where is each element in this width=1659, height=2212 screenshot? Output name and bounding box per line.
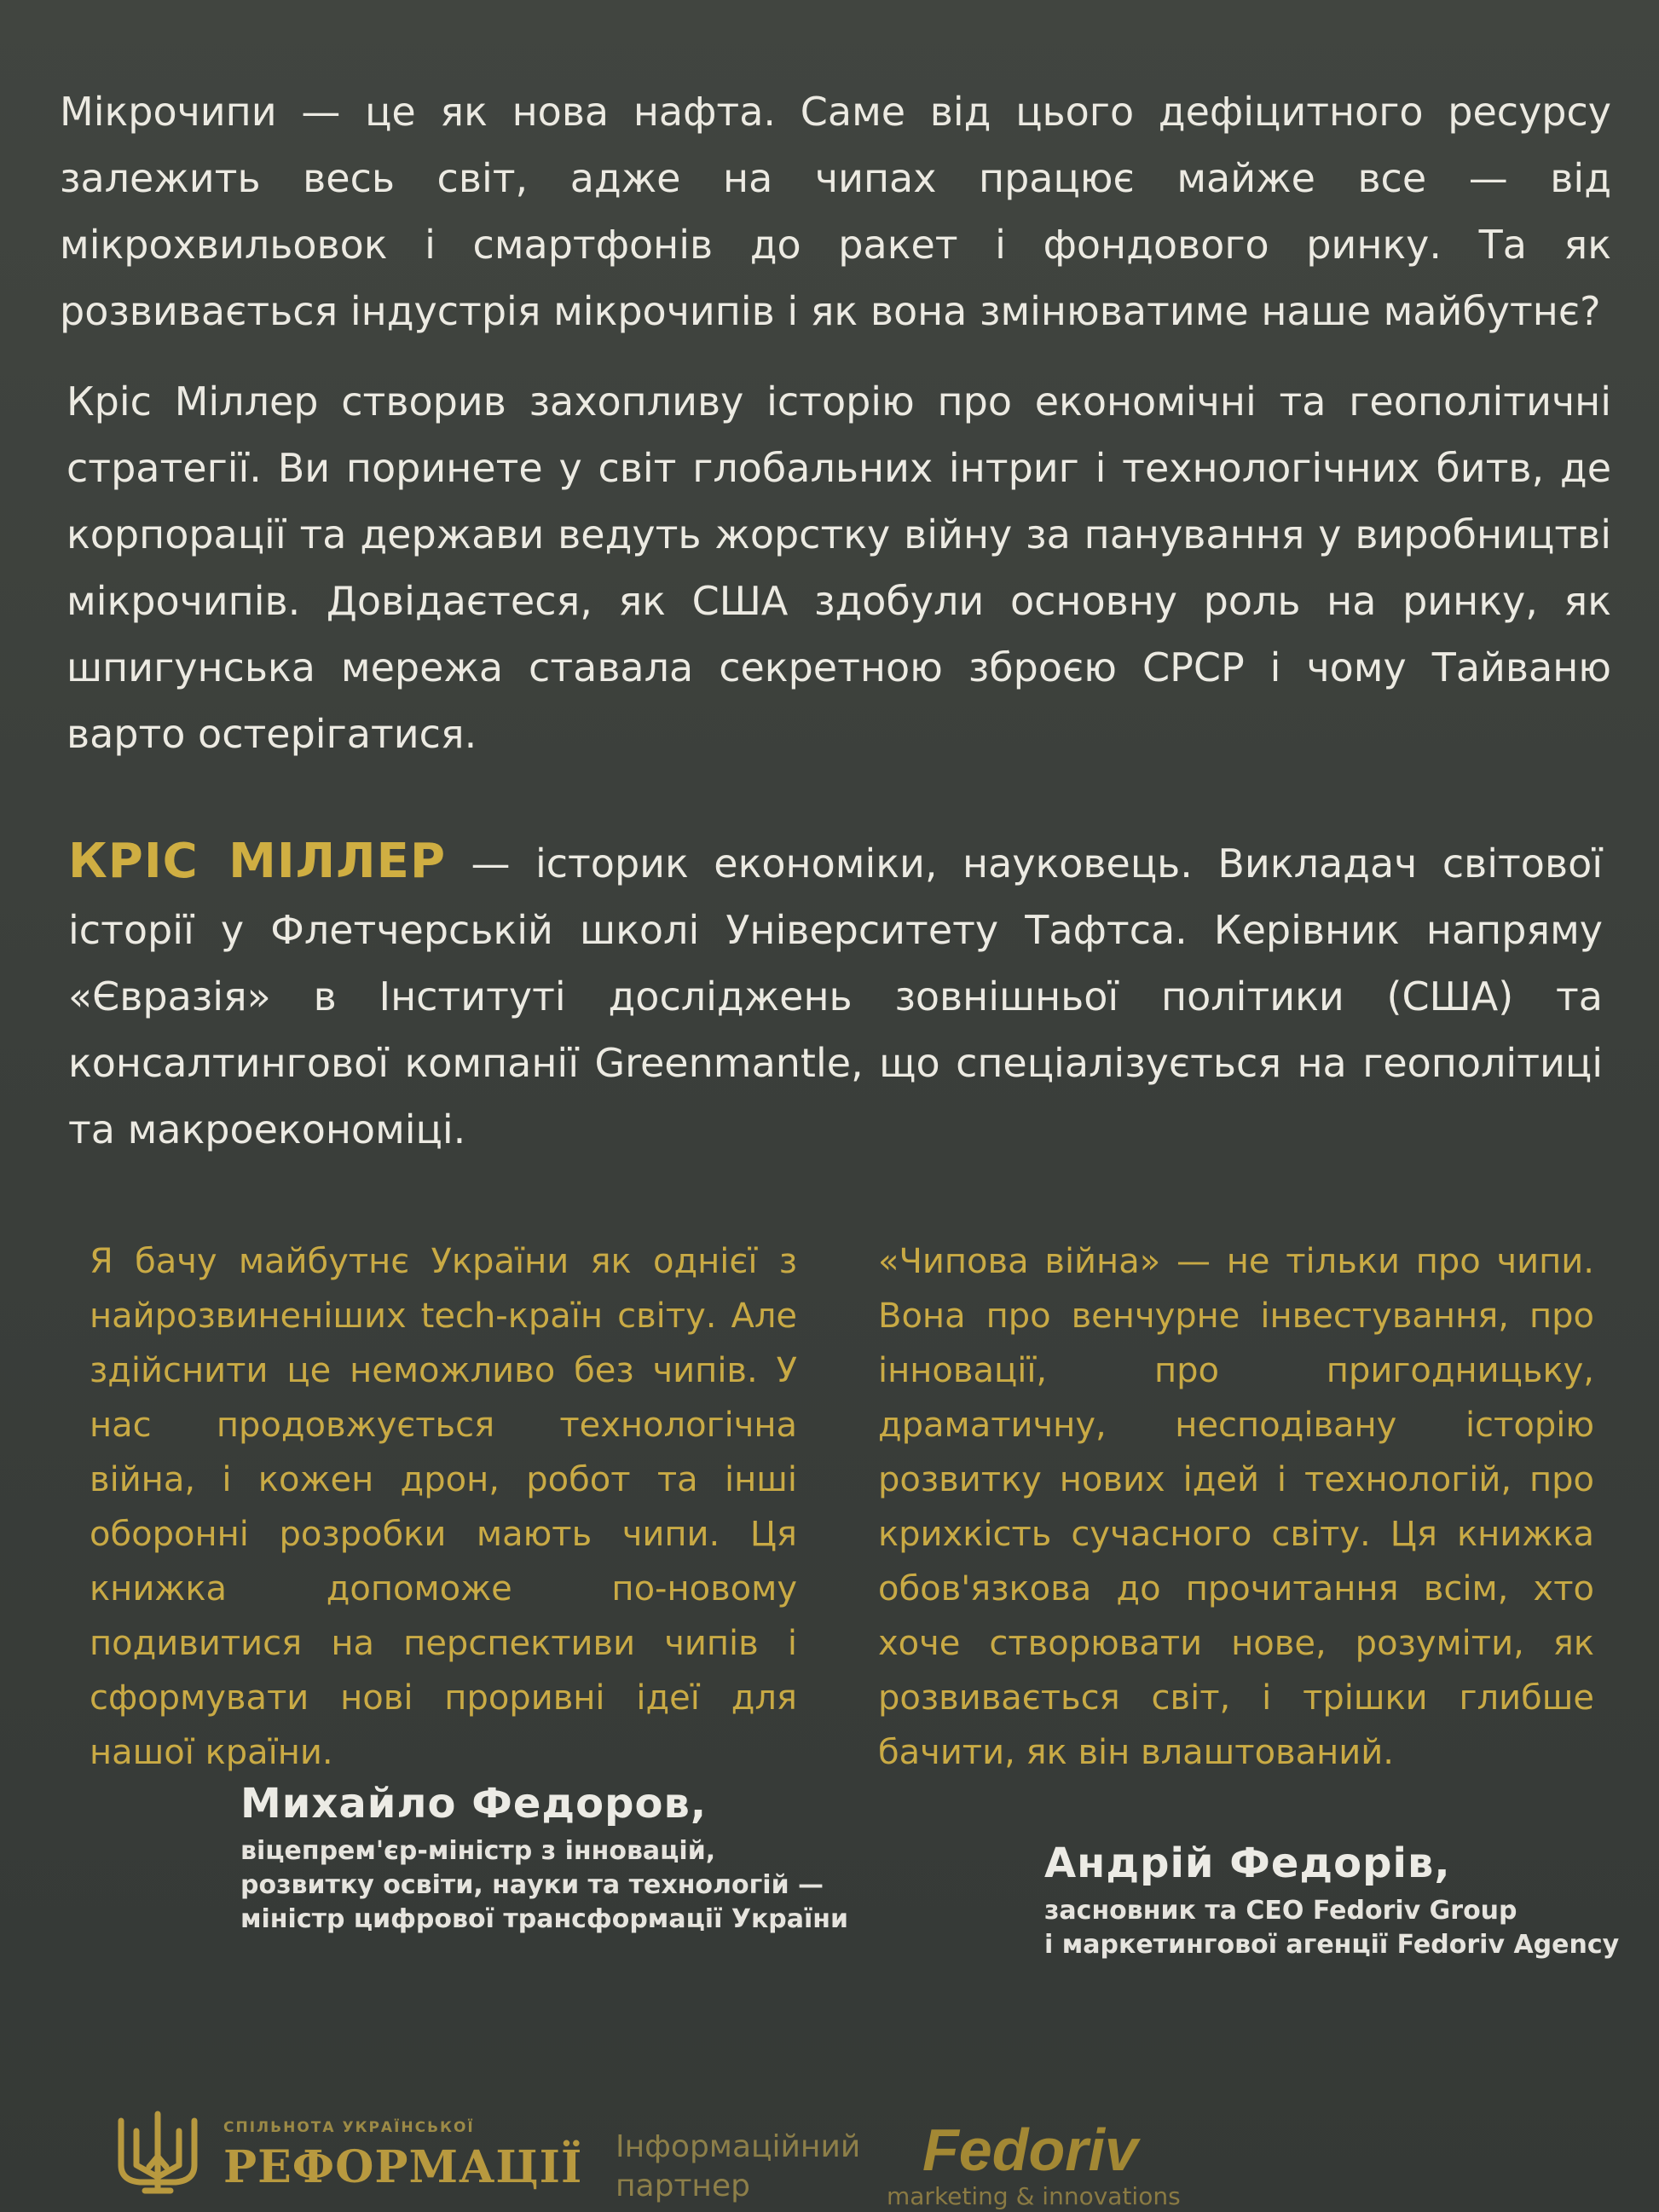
signature-role-line: міністр цифрової трансформації України: [240, 1904, 849, 1934]
signature-role-line: засновник та CEO Fedoriv Group: [1044, 1896, 1517, 1926]
publisher-name-small: СПІЛЬНОТА УКРАЇНСЬКОЇ: [223, 2119, 475, 2136]
info-partner-line: Інформаційний: [616, 2129, 861, 2164]
signature-fedorov: [240, 1780, 854, 1937]
author-bio: [68, 829, 1603, 1163]
publisher-logo: РЕФОРМАЦІЇ: [223, 2141, 583, 2193]
signature-role: [1044, 1894, 1641, 1962]
author-name: КРІС МІЛЛЕР: [68, 834, 446, 889]
signature-name: Андрій Федорів,: [1044, 1839, 1451, 1887]
signature-role-line: і маркетингової агенції Fedoriv Agency: [1044, 1930, 1620, 1960]
signature-name: Михайло Федоров,: [240, 1780, 708, 1828]
trident-icon: [111, 2105, 205, 2199]
fedoriv-logo: Fedoriv: [922, 2117, 1138, 2183]
signature-role-line: розвитку освіти, науки та технологій —: [240, 1870, 824, 1900]
fedoriv-tagline: marketing & innovations: [887, 2182, 1181, 2210]
quote-fedoriv: «Чипова війна» — не тільки про чипи. Вона про венчурне інвестування, про інновації, про пригодницьку, драматичну, несподівану історію розвитку нових ідей і технологій, про крихкість сучасного світу. Ця книжка обов'язкова до прочитання всім, хто хоче створювати нове, розуміти, як розвивається світ, і трішки глибше бачити, як він влаштований.: [878, 1242, 1594, 1772]
info-partner-label: [616, 2128, 860, 2206]
signature-role-line: віцепрем'єр-міністр з інновацій,: [240, 1836, 716, 1866]
info-partner-line: партнер: [616, 2169, 750, 2203]
signature-role: [240, 1834, 854, 1937]
description-paragraph-1: Мікрочипи — це як нова нафта. Саме від цього дефіцитного ресурсу залежить весь світ, адже на чипах працює майже все — від мікрохвильовок і смартфонів до ракет і фондового ринку. Та як розвивається індустрія мікрочипів і як вона змінюватиме наше майбутнє?: [60, 89, 1611, 334]
signature-fedoriv: [1044, 1839, 1641, 1962]
description-paragraph-2: Кріс Міллер створив захопливу історію про економічні та геополітичні стратегії. Ви поринете у світ глобальних інтриг і технологічних битв, де корпорації та держави ведуть жорстку війну за панування у виробництві мікрочипів. Довідаєтеся, як США здобули основну роль на ринку, як шпигунська мережа ставала секретною зброєю СРСР і чому Тайваню варто остерігатися.: [66, 378, 1611, 757]
quote-fedorov: Я бачу майбутнє України як однієї з найрозвиненіших tech-країн світу. Але здійснити це неможливо без чипів. У нас продовжується технологічна війна, і кожен дрон, робот та інші оборонні розробки мають чипи. Ця книжка допоможе по-новому подивитися на перспективи чипів і сформувати нові проривні ідеї для нашої країни.: [90, 1242, 797, 1772]
author-bio-text: — історик економіки, науковець. Викладач світової історії у Флетчерській школі Університету Тафтса. Керівник напряму «Євразія» в Інституті досліджень зовнішньої політики (США) та консалтингової компанії Greenmantle, що спеціалізується на геополітиці та макроекономіці.: [68, 840, 1603, 1152]
